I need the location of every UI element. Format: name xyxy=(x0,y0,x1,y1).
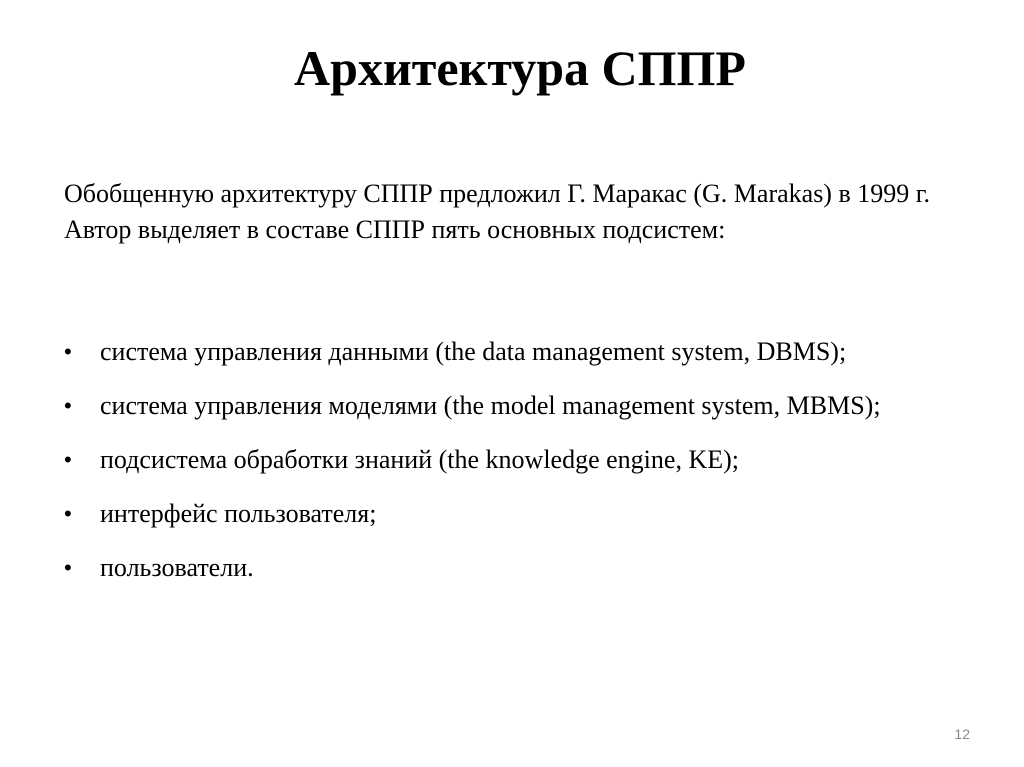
list-item-text: подсистема обработки знаний (the knowledge engine, KE); xyxy=(100,445,739,474)
list-item-text: система управления моделями (the model management system, MBMS); xyxy=(100,391,881,420)
list-item xyxy=(64,552,964,584)
list-item xyxy=(64,336,964,368)
subsystem-list xyxy=(64,336,964,584)
bullet-icon: • xyxy=(64,393,72,418)
list-item-text: интерфейс пользователя; xyxy=(100,499,377,528)
slide-title: Архитектура СППР xyxy=(294,40,746,96)
intro-paragraph: Обобщенную архитектуру СППР предложил Г. Маракас (G. Marakas) в 1999 г. Автор выделяет в составе СППР пять основных подсистем: xyxy=(64,179,930,244)
bullet-icon: • xyxy=(64,339,72,364)
bullet-icon: • xyxy=(64,501,72,526)
list-item xyxy=(64,444,964,476)
page-number: 12 xyxy=(954,726,970,742)
bullet-icon: • xyxy=(64,555,72,580)
list-item-text: пользователи. xyxy=(100,553,254,582)
list-item-text: система управления данными (the data management system, DBMS); xyxy=(100,337,847,366)
list-item xyxy=(64,390,964,422)
list-item xyxy=(64,498,964,530)
bullet-icon: • xyxy=(64,447,72,472)
